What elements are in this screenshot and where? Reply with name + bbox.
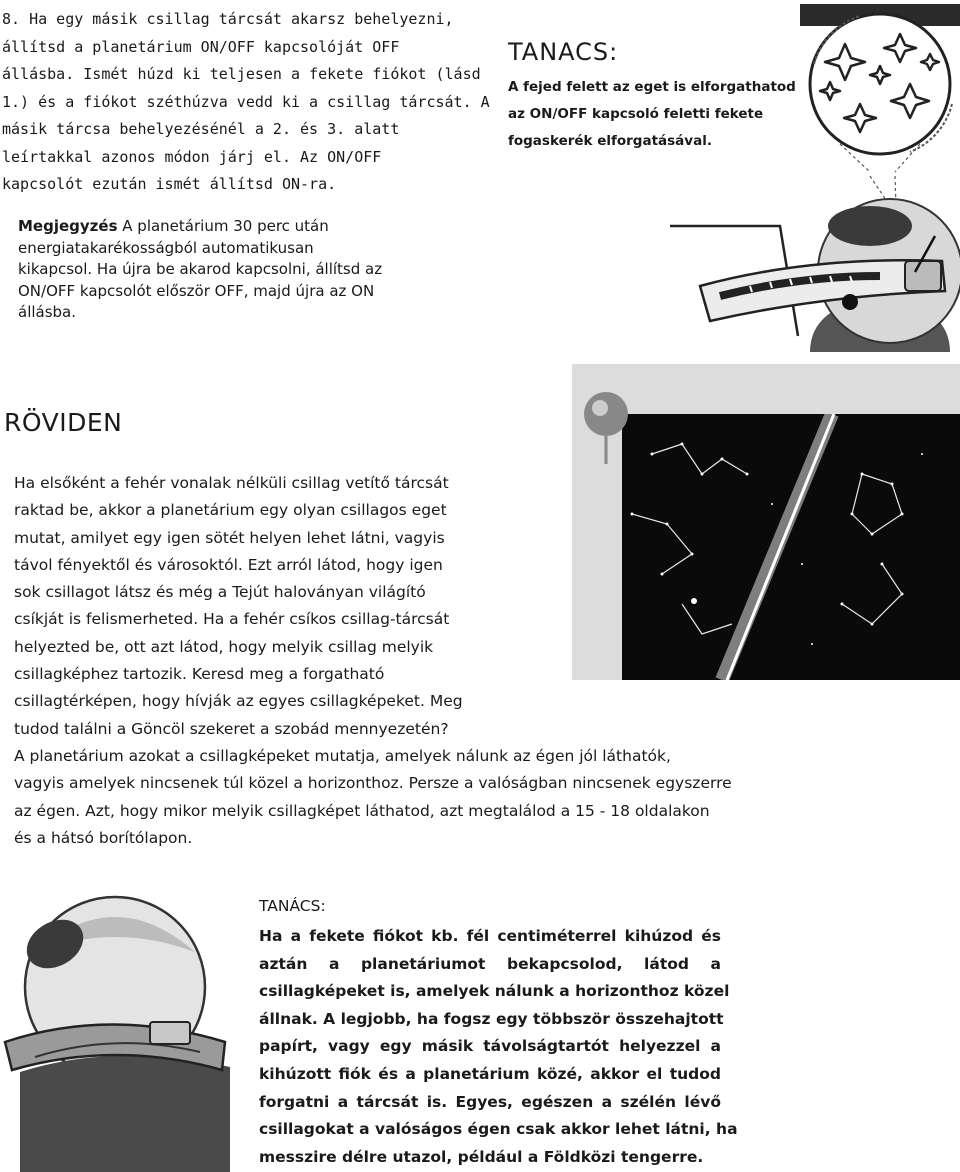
note-line: energiatakarékosságból automatikusan [18,238,314,257]
tip-1-body [508,74,808,155]
summary-line: A planetárium azokat a csillagképeket mutatja, amelyek nálunk az égen jól láthatók, [14,746,671,765]
note-first-rest: A planetárium 30 perc után [117,217,329,235]
tip-2-line: papírt, vagy egy másik távolságtartót helyezzel a [259,1037,721,1056]
summary-line: az égen. Azt, hogy mikor melyik csillagképet láthatod, azt megtalálod a 15 - 18 oldalakon [14,801,710,820]
tip-1-line: fogaskerék elforgatásával. [508,133,712,149]
note-line [18,216,438,238]
step-8-line: állítsd a planetárium ON/OFF kapcsolóját OFF [2,37,400,56]
tip-2-line: állnak. A legjobb, ha fogsz egy többször összehajtott [259,1009,724,1028]
step-8-line: 8. Ha egy másik csillag tárcsát akarsz behelyezni, [2,10,454,28]
summary-line: sok csillagot látsz és még a Tejút haloványan világító [14,583,426,602]
tip-2-line: Ha a fekete fiókot kb. fél centiméterrel kihúzod és [259,927,721,945]
planetarium-gear-illustration [660,176,960,352]
tip-1-title: TANACS: [508,38,619,66]
section-title: RÖVIDEN [4,408,123,437]
summary-line: csíkját is felismerheted. Ha a fehér csíkos csillag-tárcsát [14,610,450,629]
tip-2-line: forgatni a tárcsát is. Egyes, egészen a szélén lévő [259,1092,721,1111]
note-line: kikapcsol. Ha újra be akarod kapcsolni, állítsd az [18,260,383,278]
star-dome-illustration [800,4,960,174]
summary-line: helyezted be, ott azt látod, hogy melyik csillag melyik [14,637,434,656]
step-8-line: 1.) és a fiókot széthúzva vedd ki a csillag tárcsát. A [2,92,490,111]
step-8-line: kapcsolót ezután ismét állítsd ON-ra. [2,175,337,193]
tip-2-line: csillagokat a valóságos égen csak akkor lehet látni, ha [259,1120,738,1139]
summary-line: csillagtérképen, hogy hívják az egyes csillagképeket. Meg [14,692,463,711]
summary-line: Ha elsőként a fehér vonalak nélküli csillag vetítő tárcsát [14,474,449,492]
note-label: Megjegyzés [18,217,118,235]
tip-1-line: az ON/OFF kapcsoló feletti fekete [508,106,764,122]
tip-2-body [259,923,738,1171]
summary-line: távol fényektől és városoktól. Ezt arról látod, hogy igen [14,555,443,574]
planetarium-drawer-illustration [0,892,235,1172]
tip-1-line: A fejed felett az eget is elforgathatod [508,79,796,95]
summary-line: raktad be, akkor a planetárium egy olyan csillagos eget [14,501,447,520]
tip-2-line: csillagképeket is, amelyek nálunk a horizonthoz közel [259,982,730,1001]
summary-line: mutat, amilyet egy igen sötét helyen lehet látni, vagyis [14,528,445,547]
note-line: ON/OFF kapcsolót először OFF, majd újra az ON [18,281,375,300]
summary-line: és a hátsó borítólapon. [14,828,193,847]
step-8-line: leírtakkal azonos módon járj el. Az ON/OFF [2,147,382,166]
tip-2-line: kihúzott fiók és a planetárium közé, akkor el tudod [259,1064,721,1083]
step-8-line: állásba. Ismét húzd ki teljesen a fekete fiókot (lásd [2,65,481,83]
summary-line: csillagképhez tartozik. Keresd meg a forgatható [14,665,385,684]
summary-line: vagyis amelyek nincsenek túl közel a horizonthoz. Persze a valóságban nincsenek egyszerre [14,774,732,793]
summary-text [14,470,774,852]
note-text [18,216,438,324]
tip-2-title: TANÁCS: [259,897,326,915]
tip-2-line: aztán a planetáriumot bekapcsolod, látod a [259,954,721,973]
step-8-text [2,6,490,199]
step-8-line: másik tárcsa behelyezésénél a 2. és 3. alatt [2,120,400,138]
summary-line: tudod találni a Göncöl szekeret a szobád mennyezetén? [14,719,449,738]
tip-2-line: messzire délre utazol, például a Földközi tengerre. [259,1147,704,1166]
note-line: állásba. [18,303,77,321]
